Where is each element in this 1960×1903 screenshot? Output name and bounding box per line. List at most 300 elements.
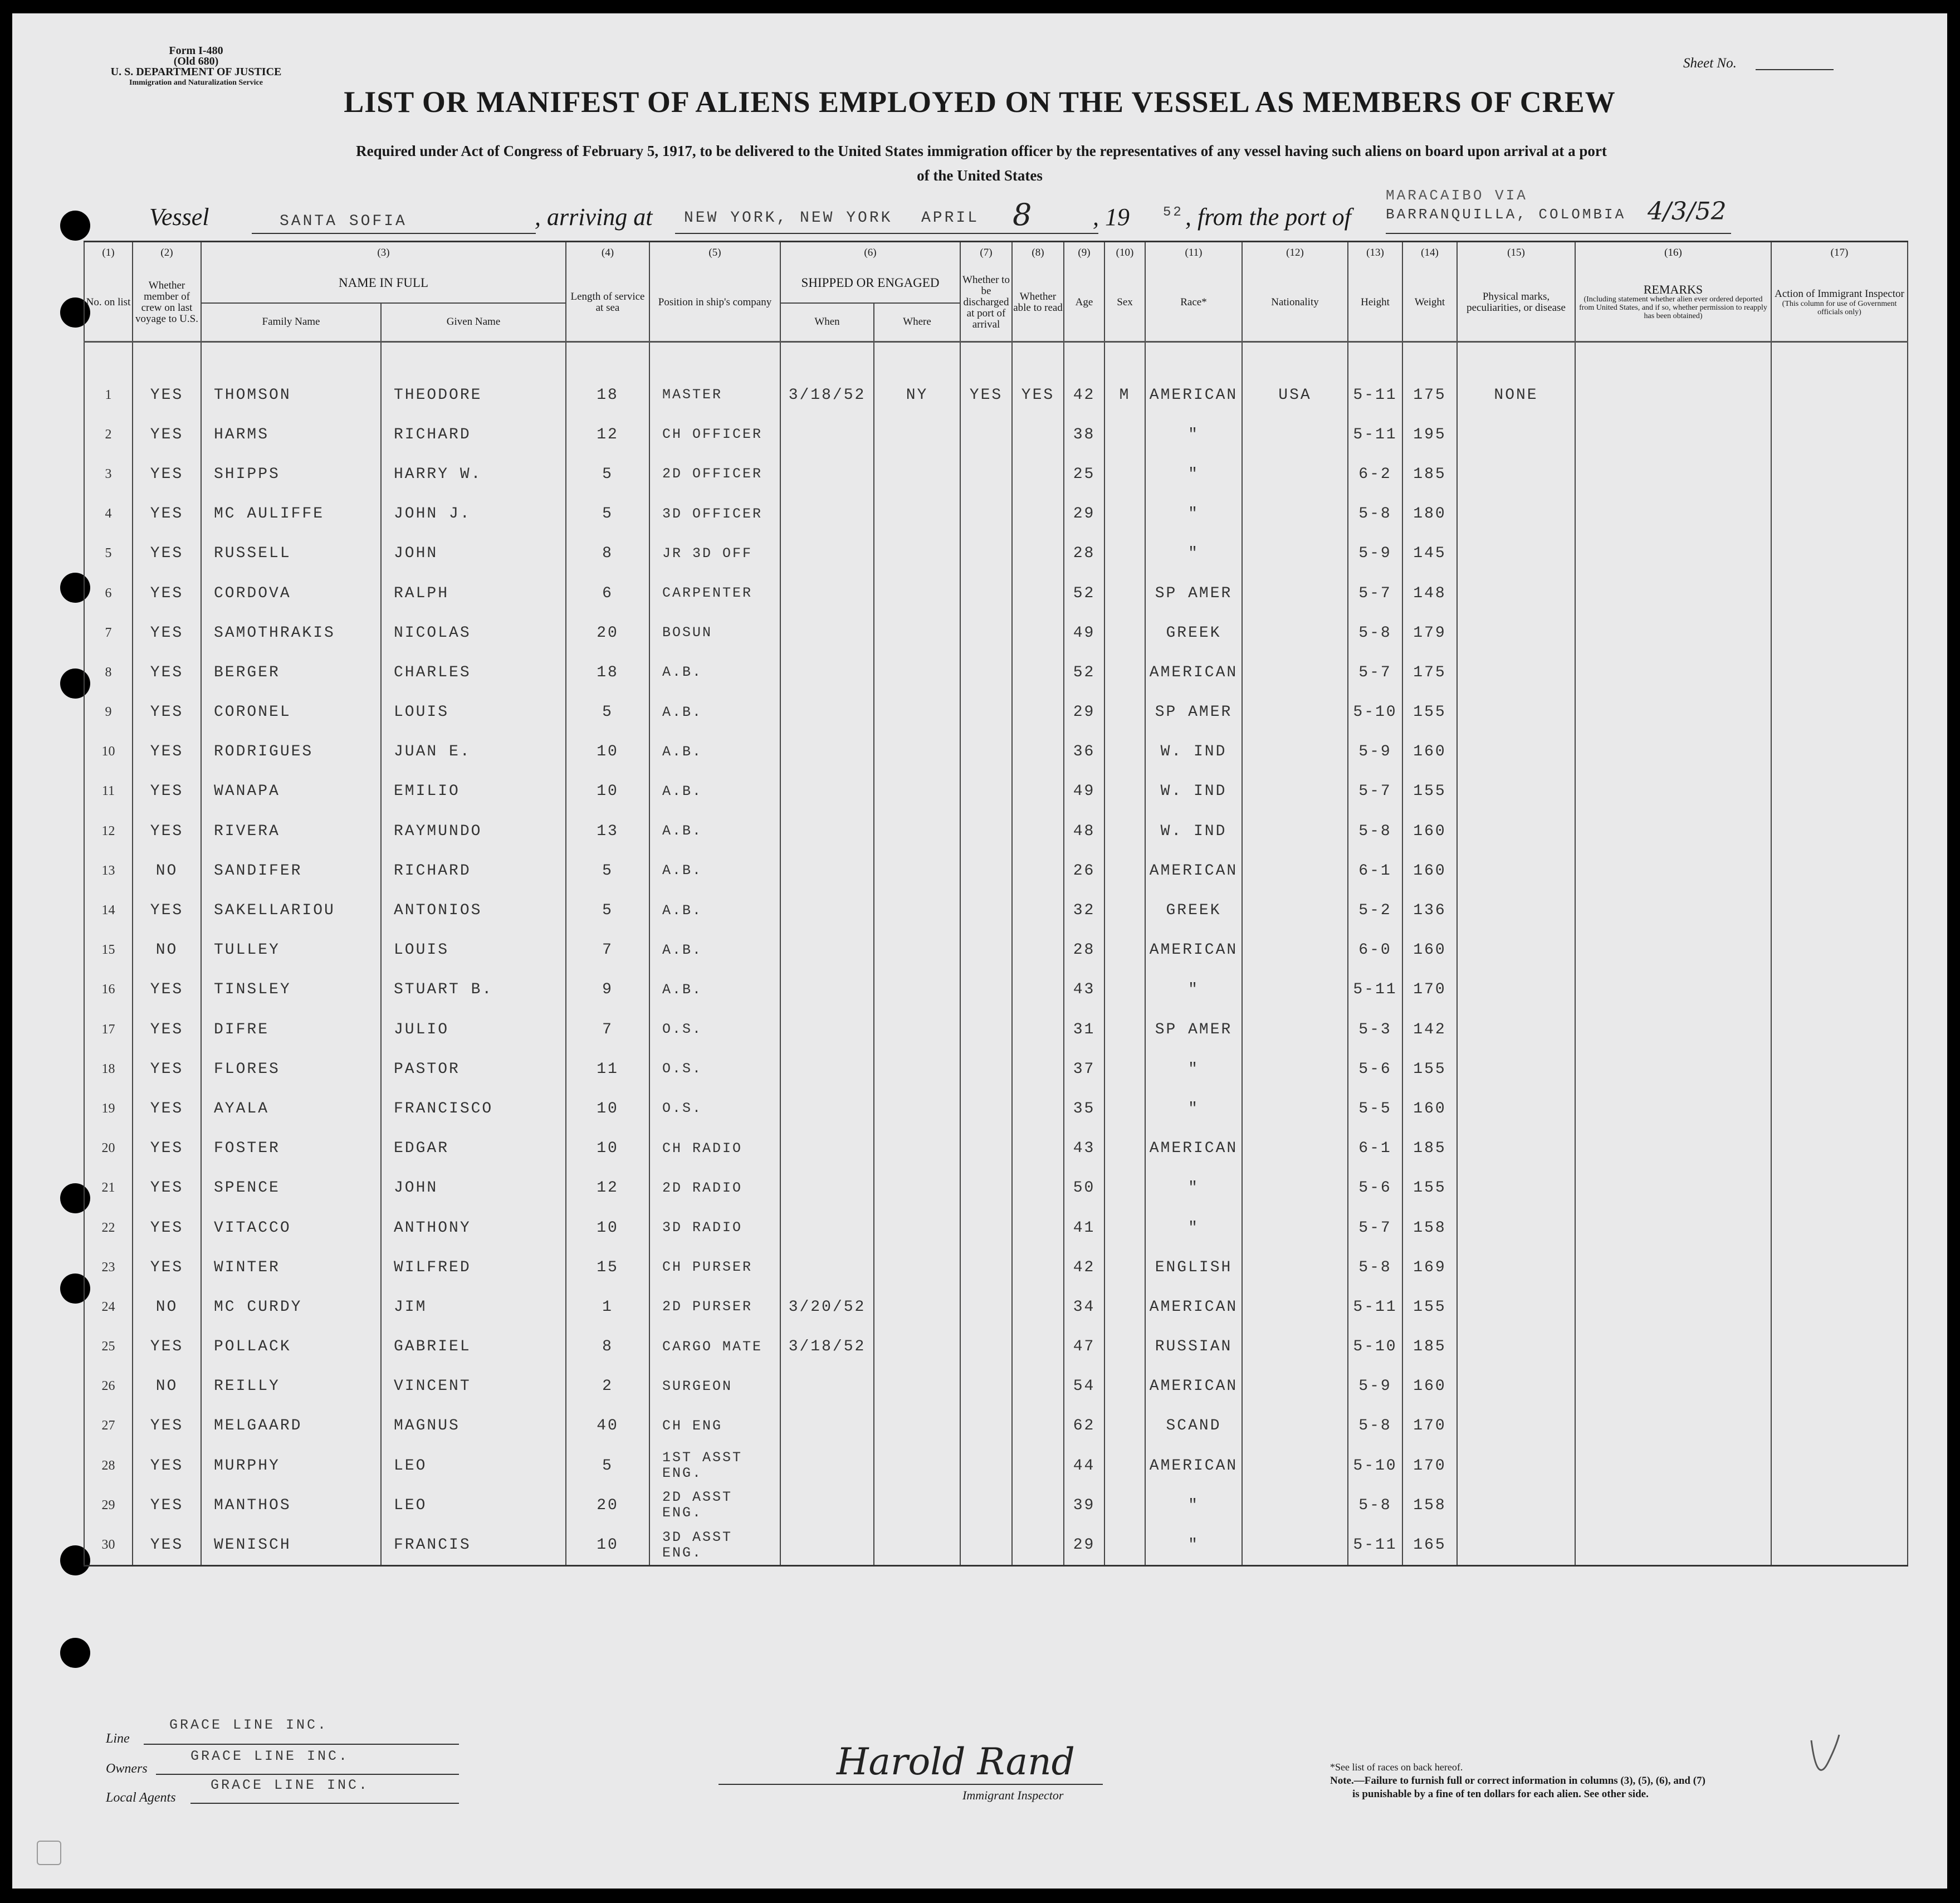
length-of-service-cell: 10	[566, 1129, 649, 1168]
age-cell: 62	[1064, 1406, 1104, 1446]
able-to-read-cell	[1012, 1525, 1064, 1566]
length-of-service-cell: 10	[566, 1525, 649, 1566]
position-cell: 2D OFFICER	[649, 455, 780, 494]
family-name-cell: RODRIGUES	[201, 732, 381, 772]
position-cell: CH PURSER	[649, 1248, 780, 1287]
sex-cell	[1104, 534, 1145, 573]
family-name-cell: FOSTER	[201, 1129, 381, 1168]
shipped-when-cell	[780, 653, 874, 692]
nationality-cell	[1242, 1010, 1348, 1050]
crew-last-voyage-cell: YES	[133, 812, 201, 851]
shipped-when-cell	[780, 1208, 874, 1247]
crew-table-body	[84, 375, 1908, 1566]
race-cell: GREEK	[1145, 891, 1242, 930]
sex-cell	[1104, 1089, 1145, 1129]
sex-cell	[1104, 1446, 1145, 1486]
position-cell: 1ST ASST ENG.	[649, 1446, 780, 1486]
weight-cell: 155	[1402, 772, 1457, 811]
position-cell: 3D RADIO	[649, 1208, 780, 1247]
given-name-cell: LEO	[381, 1486, 566, 1525]
crew-last-voyage-cell: YES	[133, 1089, 201, 1129]
family-name-cell: THOMSON	[201, 375, 381, 415]
column-number-row	[84, 242, 1908, 264]
crew-row	[84, 692, 1908, 732]
sex-cell	[1104, 653, 1145, 692]
shipped-where-cell	[874, 930, 960, 970]
race-cell: "	[1145, 494, 1242, 534]
position-cell: A.B.	[649, 851, 780, 891]
inspector-action-cell	[1771, 1050, 1908, 1089]
race-cell: AMERICAN	[1145, 1287, 1242, 1327]
physical-marks-cell	[1457, 732, 1575, 772]
crew-last-voyage-cell: YES	[133, 692, 201, 732]
able-to-read-cell	[1012, 573, 1064, 613]
header-given-name: Given Name	[381, 303, 566, 342]
form-id-block	[79, 46, 313, 88]
crew-last-voyage-cell: YES	[133, 1486, 201, 1525]
family-name-cell: MELGAARD	[201, 1406, 381, 1446]
inspector-action-cell	[1771, 891, 1908, 930]
nationality-cell	[1242, 1406, 1348, 1446]
manifest-sheet	[12, 13, 1947, 1889]
discharge-at-port-cell	[960, 415, 1012, 455]
sex-cell	[1104, 851, 1145, 891]
discharge-at-port-cell	[960, 573, 1012, 613]
physical-marks-cell	[1457, 415, 1575, 455]
sex-cell	[1104, 812, 1145, 851]
family-name-cell: WINTER	[201, 1248, 381, 1287]
remarks-cell	[1575, 1010, 1771, 1050]
weight-cell: 195	[1402, 415, 1457, 455]
position-cell: 2D PURSER	[649, 1287, 780, 1327]
discharge-at-port-cell	[960, 1525, 1012, 1566]
length-of-service-cell: 12	[566, 415, 649, 455]
line-underline	[144, 1744, 459, 1745]
crew-last-voyage-cell: YES	[133, 1010, 201, 1050]
length-of-service-cell: 20	[566, 613, 649, 653]
sex-cell	[1104, 930, 1145, 970]
race-cell: AMERICAN	[1145, 851, 1242, 891]
given-name-cell: JOHN	[381, 534, 566, 573]
height-cell: 5-10	[1348, 1446, 1402, 1486]
crew-last-voyage-cell: YES	[133, 1446, 201, 1486]
col-num-16: (16)	[1575, 242, 1771, 264]
age-cell: 29	[1064, 692, 1104, 732]
age-cell: 54	[1064, 1367, 1104, 1406]
shipped-where-cell	[874, 1208, 960, 1247]
crew-row	[84, 494, 1908, 534]
physical-marks-cell	[1457, 1129, 1575, 1168]
from-port-line-2: BARRANQUILLA, COLOMBIA	[1386, 206, 1626, 223]
header-family-name: Family Name	[201, 303, 381, 342]
row-number-cell: 9	[84, 692, 133, 732]
header-sex: Sex	[1104, 264, 1145, 342]
form-department: U. S. DEPARTMENT OF JUSTICE	[110, 66, 282, 78]
position-cell: SURGEON	[649, 1367, 780, 1406]
shipped-when-cell	[780, 1486, 874, 1525]
crew-row	[84, 573, 1908, 613]
shipped-when-cell	[780, 1168, 874, 1208]
length-of-service-cell: 20	[566, 1486, 649, 1525]
crew-last-voyage-cell: NO	[133, 930, 201, 970]
height-cell: 5-11	[1348, 415, 1402, 455]
family-name-cell: CORDOVA	[201, 573, 381, 613]
remarks-cell	[1575, 1367, 1771, 1406]
family-name-cell: MC CURDY	[201, 1287, 381, 1327]
nationality-cell	[1242, 455, 1348, 494]
remarks-cell	[1575, 613, 1771, 653]
family-name-cell: VITACCO	[201, 1208, 381, 1247]
line-value: GRACE LINE INC.	[169, 1717, 329, 1733]
nationality-cell	[1242, 970, 1348, 1009]
discharge-at-port-cell	[960, 653, 1012, 692]
given-name-cell: JIM	[381, 1287, 566, 1327]
page-title: LIST OR MANIFEST OF ALIENS EMPLOYED ON THE VESSEL AS MEMBERS OF CREW	[344, 85, 1616, 119]
position-cell: 3D ASST ENG.	[649, 1525, 780, 1566]
nationality-cell	[1242, 534, 1348, 573]
family-name-cell: WANAPA	[201, 772, 381, 811]
length-of-service-cell: 7	[566, 1010, 649, 1050]
col-num-2: (2)	[133, 242, 201, 264]
height-cell: 5-9	[1348, 1367, 1402, 1406]
weight-cell: 185	[1402, 1129, 1457, 1168]
header-nationality: Nationality	[1242, 264, 1348, 342]
row-number-cell: 27	[84, 1406, 133, 1446]
inspector-action-cell	[1771, 1486, 1908, 1525]
inspector-action-cell	[1771, 851, 1908, 891]
height-cell: 5-7	[1348, 1208, 1402, 1247]
height-cell: 5-11	[1348, 970, 1402, 1009]
position-cell: BOSUN	[649, 613, 780, 653]
crew-row	[84, 732, 1908, 772]
sex-cell	[1104, 1287, 1145, 1327]
shipped-where-cell	[874, 534, 960, 573]
weight-cell: 155	[1402, 1168, 1457, 1208]
line-label: Line	[106, 1731, 130, 1746]
crew-last-voyage-cell: NO	[133, 1367, 201, 1406]
physical-marks-cell	[1457, 1446, 1575, 1486]
discharge-at-port-cell	[960, 891, 1012, 930]
discharge-at-port-cell	[960, 970, 1012, 1009]
able-to-read-cell	[1012, 1287, 1064, 1327]
age-cell: 49	[1064, 772, 1104, 811]
row-number-cell: 11	[84, 772, 133, 811]
crew-row	[84, 1525, 1908, 1566]
subtitle-line-1: Required under Act of Congress of February 5, 1917, to be delivered to the United States immigration officer by the representatives of any vessel having such aliens on board upon arrival at a port	[356, 143, 1607, 159]
height-cell: 5-8	[1348, 1248, 1402, 1287]
given-name-cell: ANTHONY	[381, 1208, 566, 1247]
position-cell: A.B.	[649, 970, 780, 1009]
nationality-cell	[1242, 1248, 1348, 1287]
given-name-cell: EMILIO	[381, 772, 566, 811]
crew-row	[84, 891, 1908, 930]
crew-row	[84, 375, 1908, 415]
shipped-when-cell	[780, 415, 874, 455]
crew-last-voyage-cell: YES	[133, 415, 201, 455]
inspector-action-cell	[1771, 772, 1908, 811]
position-cell: A.B.	[649, 891, 780, 930]
row-number-cell: 30	[84, 1525, 133, 1566]
inspector-action-cell	[1771, 732, 1908, 772]
family-name-cell: BERGER	[201, 653, 381, 692]
physical-marks-cell	[1457, 772, 1575, 811]
race-cell: "	[1145, 534, 1242, 573]
able-to-read-cell	[1012, 970, 1064, 1009]
family-name-cell: MANTHOS	[201, 1486, 381, 1525]
physical-marks-cell	[1457, 1248, 1575, 1287]
inspector-action-cell	[1771, 375, 1908, 415]
position-cell: A.B.	[649, 653, 780, 692]
crew-row	[84, 1168, 1908, 1208]
family-name-cell: MURPHY	[201, 1446, 381, 1486]
weight-cell: 165	[1402, 1525, 1457, 1566]
physical-marks-cell	[1457, 494, 1575, 534]
given-name-cell: VINCENT	[381, 1367, 566, 1406]
height-cell: 5-6	[1348, 1050, 1402, 1089]
position-cell: CARGO MATE	[649, 1327, 780, 1367]
shipped-where-cell	[874, 1287, 960, 1327]
local-agents-value: GRACE LINE INC.	[211, 1777, 370, 1793]
length-of-service-cell: 6	[566, 573, 649, 613]
crew-row	[84, 1406, 1908, 1446]
age-cell: 36	[1064, 732, 1104, 772]
race-cell: SCAND	[1145, 1406, 1242, 1446]
race-cell: "	[1145, 1486, 1242, 1525]
crew-row	[84, 1287, 1908, 1327]
family-name-cell: RIVERA	[201, 812, 381, 851]
col-num-8: (8)	[1012, 242, 1064, 264]
weight-cell: 158	[1402, 1208, 1457, 1247]
able-to-read-cell	[1012, 692, 1064, 732]
header-action-title: Action of Immigrant Inspector	[1775, 287, 1904, 300]
given-name-cell: WILFRED	[381, 1248, 566, 1287]
nationality-cell	[1242, 1525, 1348, 1566]
inspector-action-cell	[1771, 1168, 1908, 1208]
age-cell: 48	[1064, 812, 1104, 851]
header-physical-marks: Physical marks, peculiarities, or disease	[1457, 264, 1575, 342]
discharge-at-port-cell	[960, 1129, 1012, 1168]
position-cell: O.S.	[649, 1050, 780, 1089]
sex-cell	[1104, 732, 1145, 772]
length-of-service-cell: 8	[566, 534, 649, 573]
remarks-cell	[1575, 1406, 1771, 1446]
race-cell: "	[1145, 1089, 1242, 1129]
age-cell: 39	[1064, 1486, 1104, 1525]
sex-cell	[1104, 692, 1145, 732]
discharge-at-port-cell	[960, 1248, 1012, 1287]
race-cell: "	[1145, 455, 1242, 494]
row-number-cell: 6	[84, 573, 133, 613]
arrival-line	[675, 233, 1098, 234]
height-cell: 5-7	[1348, 573, 1402, 613]
position-cell: 2D ASST ENG.	[649, 1486, 780, 1525]
crew-row	[84, 1486, 1908, 1525]
family-name-cell: SAKELLARIOU	[201, 891, 381, 930]
able-to-read-cell	[1012, 1010, 1064, 1050]
given-name-cell: MAGNUS	[381, 1406, 566, 1446]
sheet-number-label: Sheet No.	[1683, 56, 1737, 71]
discharge-at-port-cell	[960, 930, 1012, 970]
physical-marks-cell	[1457, 1168, 1575, 1208]
physical-marks-cell	[1457, 1010, 1575, 1050]
shipped-when-cell	[780, 1446, 874, 1486]
discharge-at-port-cell	[960, 1486, 1012, 1525]
shipped-when-cell	[780, 1525, 874, 1566]
col-num-15: (15)	[1457, 242, 1575, 264]
given-name-cell: FRANCIS	[381, 1525, 566, 1566]
height-cell: 5-2	[1348, 891, 1402, 930]
age-cell: 34	[1064, 1287, 1104, 1327]
shipped-when-cell	[780, 534, 874, 573]
crew-last-voyage-cell: YES	[133, 1525, 201, 1566]
header-position: Position in ship's company	[649, 264, 780, 342]
crew-last-voyage-cell: YES	[133, 1406, 201, 1446]
physical-marks-cell	[1457, 1327, 1575, 1367]
sex-cell	[1104, 1050, 1145, 1089]
crew-last-voyage-cell: YES	[133, 1168, 201, 1208]
length-of-service-cell: 18	[566, 653, 649, 692]
shipped-when-cell	[780, 692, 874, 732]
able-to-read-cell	[1012, 812, 1064, 851]
nationality-cell	[1242, 494, 1348, 534]
able-to-read-cell	[1012, 732, 1064, 772]
race-cell: W. IND	[1145, 812, 1242, 851]
inspector-action-cell	[1771, 930, 1908, 970]
row-number-cell: 1	[84, 375, 133, 415]
remarks-cell	[1575, 930, 1771, 970]
able-to-read-cell	[1012, 455, 1064, 494]
physical-marks-cell	[1457, 534, 1575, 573]
shipped-where-cell	[874, 455, 960, 494]
length-of-service-cell: 5	[566, 455, 649, 494]
nationality-cell	[1242, 1367, 1348, 1406]
able-to-read-cell	[1012, 1050, 1064, 1089]
sex-cell	[1104, 1327, 1145, 1367]
inspector-initial-mark	[1806, 1729, 1850, 1790]
length-of-service-cell: 5	[566, 891, 649, 930]
able-to-read-cell	[1012, 1327, 1064, 1367]
family-name-cell: WENISCH	[201, 1525, 381, 1566]
header-discharged: Whether to be discharged at port of arrival	[960, 264, 1012, 342]
remarks-cell	[1575, 1089, 1771, 1129]
family-name-cell: REILLY	[201, 1367, 381, 1406]
shipped-where-cell	[874, 851, 960, 891]
inspector-action-cell	[1771, 1248, 1908, 1287]
able-to-read-cell	[1012, 653, 1064, 692]
discharge-at-port-cell	[960, 1050, 1012, 1089]
given-name-cell: LOUIS	[381, 692, 566, 732]
length-of-service-cell: 5	[566, 1446, 649, 1486]
sex-cell	[1104, 1525, 1145, 1566]
shipped-where-cell	[874, 1089, 960, 1129]
row-number-cell: 4	[84, 494, 133, 534]
crew-row	[84, 1010, 1908, 1050]
col-num-4: (4)	[566, 242, 649, 264]
shipped-when-cell	[780, 930, 874, 970]
shipped-where-cell	[874, 1010, 960, 1050]
crew-last-voyage-cell: YES	[133, 1050, 201, 1089]
weight-cell: 148	[1402, 573, 1457, 613]
age-cell: 25	[1064, 455, 1104, 494]
inspector-action-cell	[1771, 1327, 1908, 1367]
age-cell: 35	[1064, 1089, 1104, 1129]
position-cell: 2D RADIO	[649, 1168, 780, 1208]
inspector-label: Immigrant Inspector	[962, 1788, 1064, 1802]
shipped-where-cell	[874, 1486, 960, 1525]
nationality-cell	[1242, 613, 1348, 653]
remarks-cell	[1575, 1525, 1771, 1566]
position-cell: CH OFFICER	[649, 415, 780, 455]
family-name-cell: POLLACK	[201, 1327, 381, 1367]
remarks-cell	[1575, 772, 1771, 811]
crew-row	[84, 772, 1908, 811]
arriving-label: , arriving at	[535, 203, 653, 231]
family-name-cell: RUSSELL	[201, 534, 381, 573]
row-number-cell: 19	[84, 1089, 133, 1129]
physical-marks-cell	[1457, 930, 1575, 970]
discharge-at-port-cell	[960, 692, 1012, 732]
header-when: When	[780, 303, 874, 342]
position-cell: CARPENTER	[649, 573, 780, 613]
inspector-action-cell	[1771, 692, 1908, 732]
able-to-read-cell	[1012, 851, 1064, 891]
shipped-where-cell	[874, 494, 960, 534]
age-cell: 50	[1064, 1168, 1104, 1208]
position-cell: CH RADIO	[649, 1129, 780, 1168]
discharge-at-port-cell	[960, 1089, 1012, 1129]
race-cell: SP AMER	[1145, 692, 1242, 732]
inspector-action-cell	[1771, 1089, 1908, 1129]
shipped-where-cell	[874, 1248, 960, 1287]
shipped-where-cell	[874, 1406, 960, 1446]
physical-marks-cell	[1457, 1089, 1575, 1129]
race-cell: W. IND	[1145, 772, 1242, 811]
remarks-cell	[1575, 1287, 1771, 1327]
given-name-cell: JOHN J.	[381, 494, 566, 534]
shipped-when-cell	[780, 1367, 874, 1406]
age-cell: 31	[1064, 1010, 1104, 1050]
height-cell: 5-11	[1348, 1287, 1402, 1327]
height-cell: 5-8	[1348, 812, 1402, 851]
crew-last-voyage-cell: YES	[133, 1129, 201, 1168]
inspector-action-cell	[1771, 494, 1908, 534]
remarks-cell	[1575, 455, 1771, 494]
shipped-when-cell	[780, 455, 874, 494]
from-port-line-1: MARACAIBO VIA	[1386, 187, 1528, 204]
discharge-at-port-cell	[960, 851, 1012, 891]
col-num-11: (11)	[1145, 242, 1242, 264]
shipped-when-cell	[780, 812, 874, 851]
physical-marks-cell	[1457, 613, 1575, 653]
col-num-1: (1)	[84, 242, 133, 264]
length-of-service-cell: 5	[566, 692, 649, 732]
length-of-service-cell: 40	[566, 1406, 649, 1446]
height-cell: 5-8	[1348, 494, 1402, 534]
family-name-cell: HARMS	[201, 415, 381, 455]
position-cell: CH ENG	[649, 1406, 780, 1446]
inspector-action-cell	[1771, 534, 1908, 573]
crew-row	[84, 851, 1908, 891]
given-name-cell: RICHARD	[381, 851, 566, 891]
nationality-cell	[1242, 692, 1348, 732]
weight-cell: 142	[1402, 1010, 1457, 1050]
remarks-cell	[1575, 851, 1771, 891]
header-shipped-engaged: SHIPPED OR ENGAGED	[780, 264, 960, 303]
given-name-cell: CHARLES	[381, 653, 566, 692]
discharge-at-port-cell	[960, 1208, 1012, 1247]
punch-hole	[60, 211, 90, 241]
col-num-10: (10)	[1104, 242, 1145, 264]
